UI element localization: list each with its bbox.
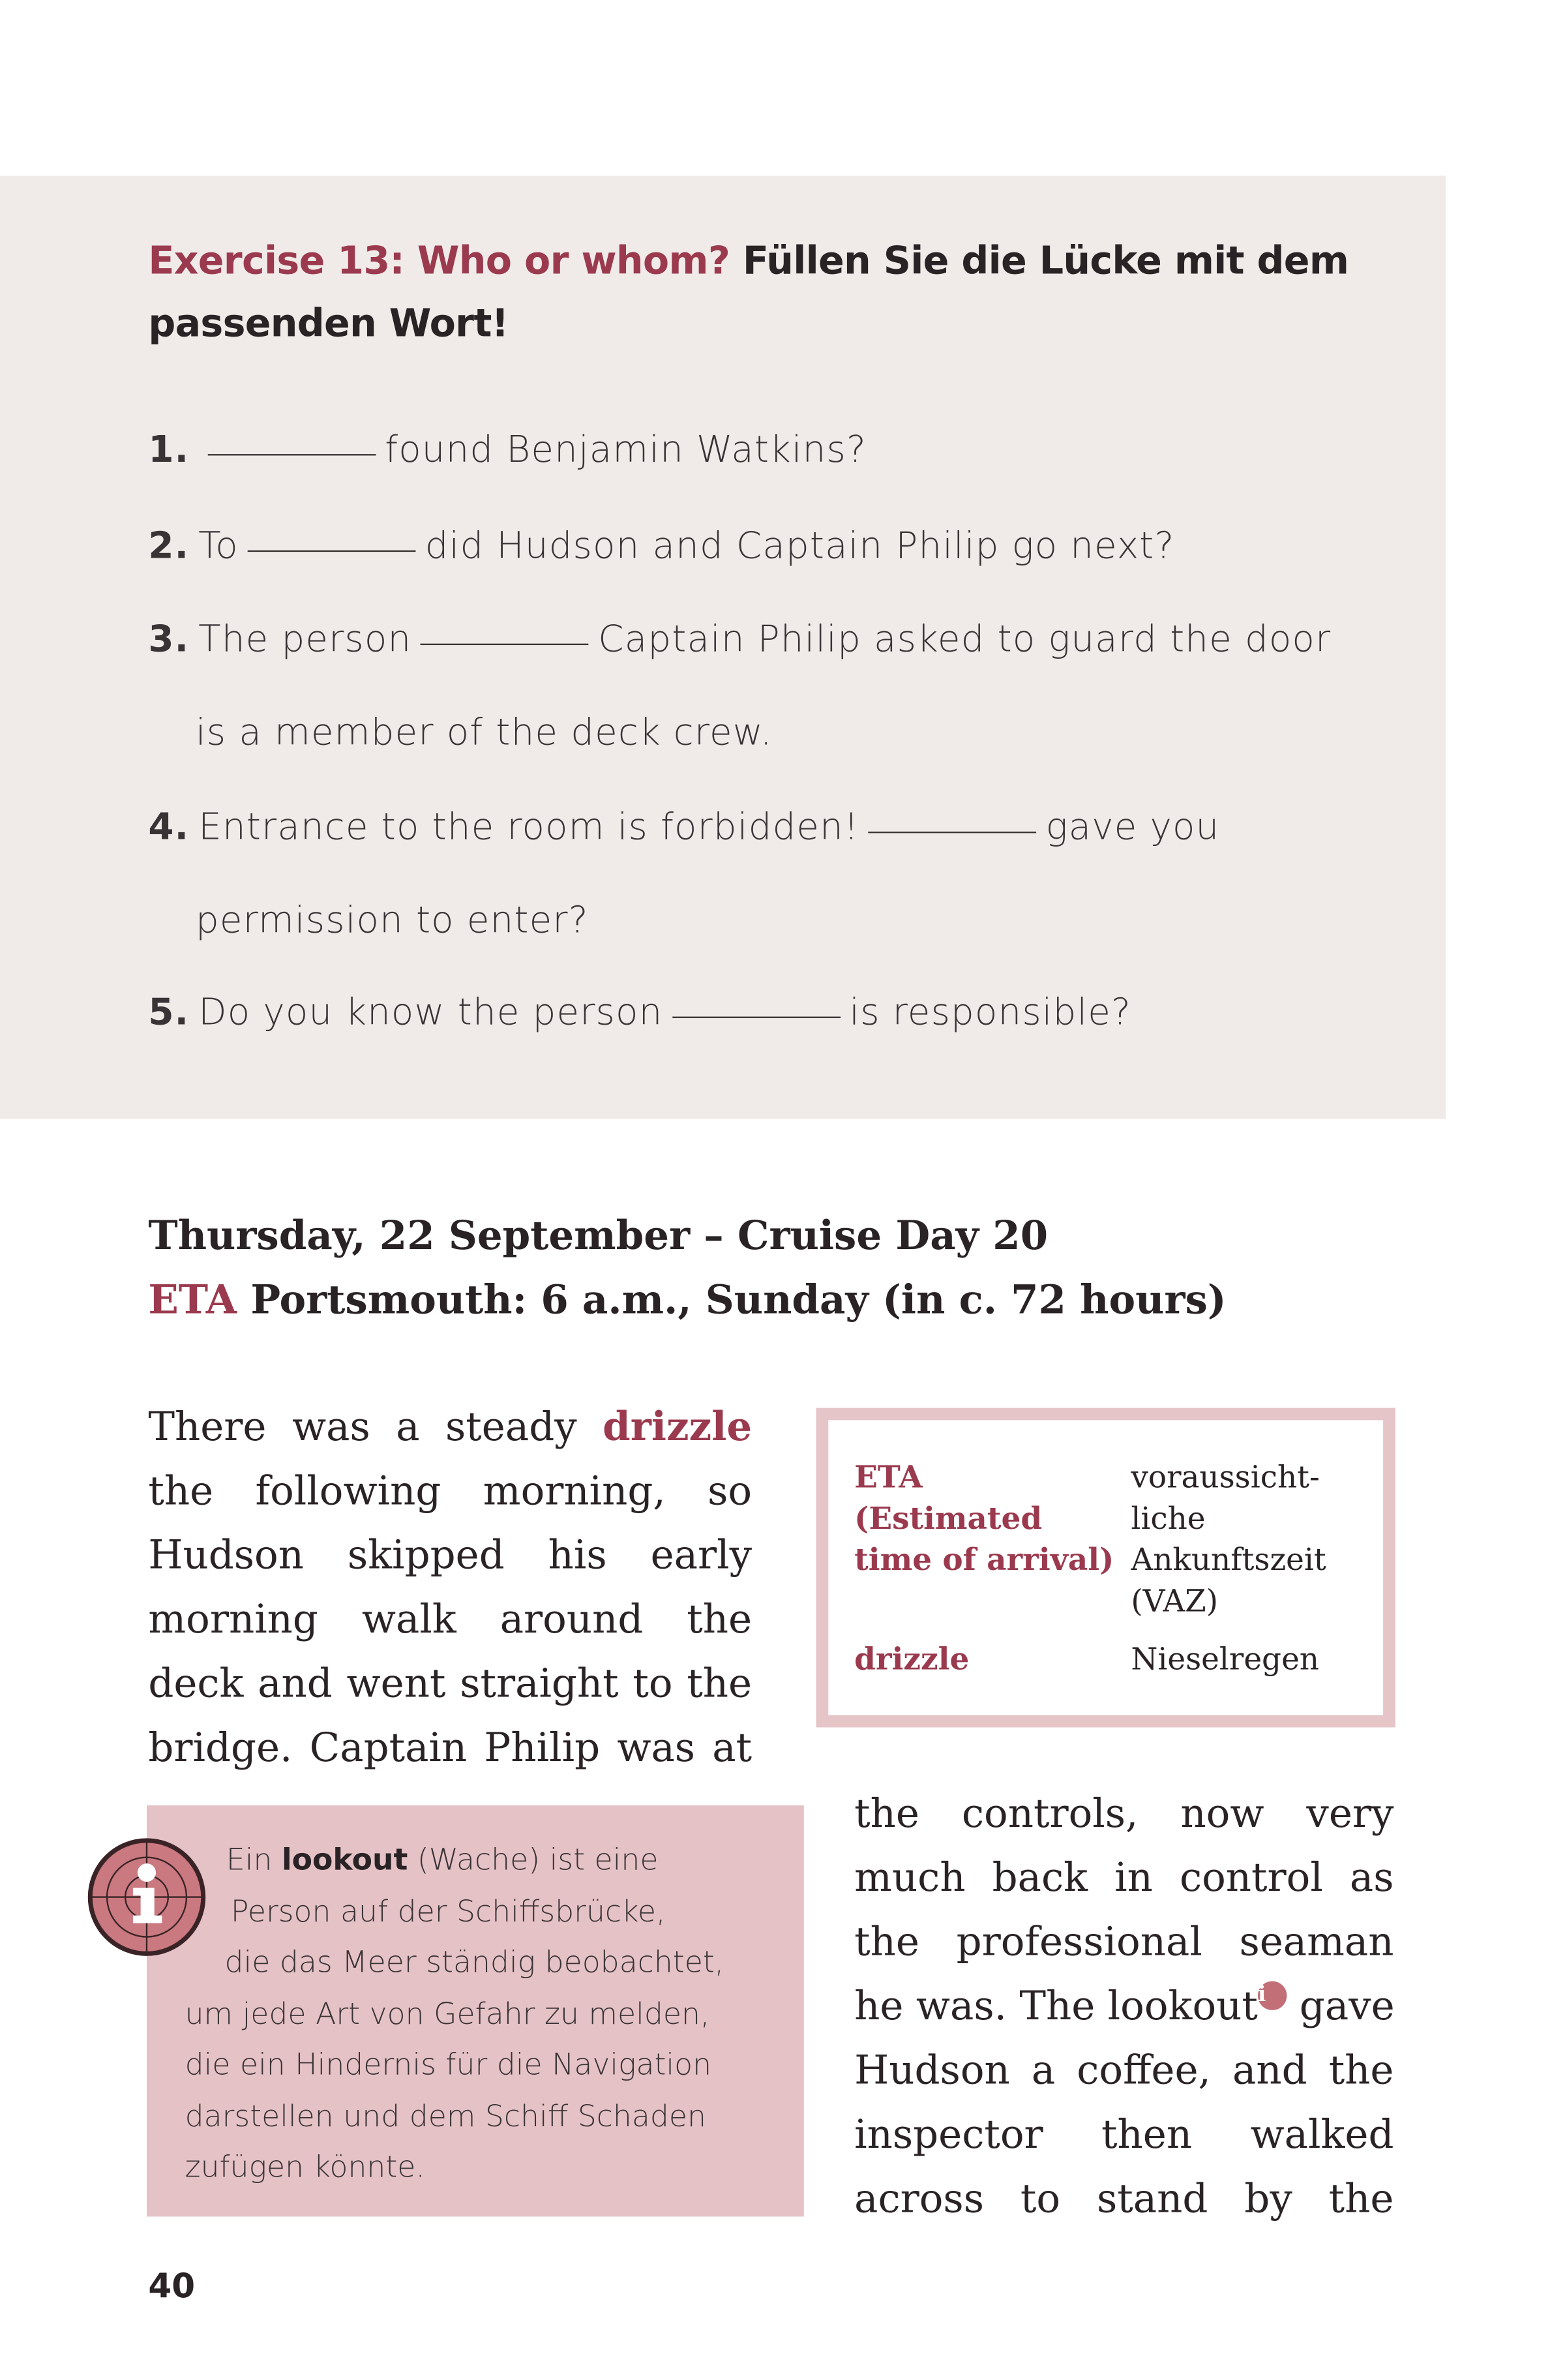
- vocab-translation: [1131, 1457, 1326, 1622]
- item-text: found Benjamin Watkins?: [385, 428, 867, 471]
- story-line: inspector then walked: [854, 2113, 1394, 2159]
- story-line: Hudson a coffee, and the: [854, 2048, 1394, 2094]
- item-number: 3.: [148, 617, 190, 661]
- answer-blank[interactable]: [421, 644, 589, 645]
- info-text-part: (Wache) ist eine: [408, 1842, 659, 1878]
- vocab-term: drizzle: [854, 1640, 970, 1678]
- eta-label: ETA: [148, 1278, 237, 1324]
- item-continuation: is a member of the deck crew.: [196, 710, 773, 754]
- story-line: the following morning, so: [148, 1469, 753, 1515]
- item-text: did Hudson and Captain Philip go next?: [425, 524, 1175, 567]
- answer-blank[interactable]: [869, 832, 1037, 833]
- item-text: gave you: [1045, 806, 1220, 849]
- info-line: zufügen könnte.: [185, 2149, 425, 2185]
- answer-blank[interactable]: [672, 1017, 841, 1018]
- story-line: deck and went straight to the: [148, 1661, 753, 1708]
- info-line: die ein Hindernis für die Navigation: [185, 2047, 712, 2083]
- story-text: There was a steady: [148, 1404, 603, 1451]
- term-line: (Estimated: [854, 1499, 1043, 1537]
- item-text: Do you know the person: [198, 990, 663, 1034]
- answer-blank[interactable]: [248, 550, 416, 552]
- vocab-term: [854, 1457, 1114, 1581]
- eta-line: [148, 1269, 1226, 1333]
- vocab-highlight: drizzle: [603, 1404, 753, 1451]
- vocab-translation: Nieselregen: [1131, 1640, 1320, 1678]
- story-line: [148, 1396, 752, 1460]
- date-line: Thursday, 22 September – Cruise Day 20: [148, 1213, 1049, 1260]
- story-line: the controls, now very: [854, 1791, 1394, 1838]
- translation-line: voraussicht-: [1131, 1458, 1320, 1496]
- story-line: across to stand by the: [854, 2177, 1394, 2223]
- story-line: the professional seaman: [854, 1920, 1394, 1966]
- exercise-item-5: [148, 991, 1131, 1034]
- item-continuation: permission to enter?: [196, 899, 589, 942]
- page-number: 40: [148, 2268, 196, 2307]
- item-text: The person: [198, 617, 412, 661]
- info-footnote-marker[interactable]: i: [1258, 1981, 1287, 2011]
- exercise-instruction: Füllen Sie die Lücke mit dem passenden Wort!: [148, 238, 1349, 346]
- story-left-column: [148, 1396, 752, 1781]
- info-text: [185, 1835, 724, 2193]
- item-text: is responsible?: [849, 990, 1132, 1034]
- info-line: Person auf der Schiffsbrücke,: [230, 1893, 666, 1929]
- story-text: he was. The lookout: [854, 1984, 1258, 2030]
- translation-line: liche: [1131, 1499, 1206, 1537]
- translation-line: Ankunftszeit: [1131, 1541, 1326, 1578]
- info-term: lookout: [281, 1842, 408, 1878]
- exercise-item-3: [148, 618, 1331, 661]
- item-number: 2.: [148, 524, 190, 567]
- item-number: 1.: [148, 428, 190, 471]
- item-number: 5.: [148, 990, 190, 1034]
- translation-line: (VAZ): [1131, 1582, 1219, 1619]
- item-text: Captain Philip asked to guard the door: [598, 617, 1332, 661]
- exercise-item-2: [148, 524, 1174, 567]
- exercise-title: [148, 230, 1371, 355]
- term-line: time of arrival): [854, 1541, 1114, 1578]
- item-number: 4.: [148, 806, 190, 849]
- story-right-column: [854, 1783, 1394, 2232]
- exercise-title-label: Exercise 13: Who or whom?: [148, 238, 730, 283]
- exercise-item-4: [148, 806, 1219, 849]
- item-text: To: [198, 524, 239, 567]
- story-line: [854, 1975, 1394, 2039]
- info-line: um jede Art von Gefahr zu melden,: [185, 1995, 710, 2031]
- story-line: bridge. Captain Philip was at: [148, 1726, 753, 1772]
- answer-blank[interactable]: [207, 454, 376, 455]
- term-line: ETA: [854, 1458, 923, 1496]
- day-heading: [148, 1205, 1226, 1333]
- info-line: darstellen und dem Schiff Schaden: [185, 2098, 706, 2133]
- story-line: much back in control as: [854, 1856, 1394, 1902]
- info-text-part: Ein: [226, 1842, 282, 1878]
- item-text: Entrance to the room is forbidden!: [198, 806, 859, 849]
- info-line: [226, 1835, 724, 1886]
- story-line: Hudson skipped his early: [148, 1533, 753, 1580]
- exercise-item-1: [148, 428, 867, 471]
- eta-value: Portsmouth: 6 a.m., Sunday (in c. 72 hours): [250, 1278, 1227, 1324]
- story-text: gave: [1299, 1984, 1395, 2030]
- story-line: morning walk around the: [148, 1597, 753, 1644]
- vocabulary-box: [816, 1408, 1395, 1728]
- info-line: die das Meer ständig beobachtet,: [224, 1944, 724, 1980]
